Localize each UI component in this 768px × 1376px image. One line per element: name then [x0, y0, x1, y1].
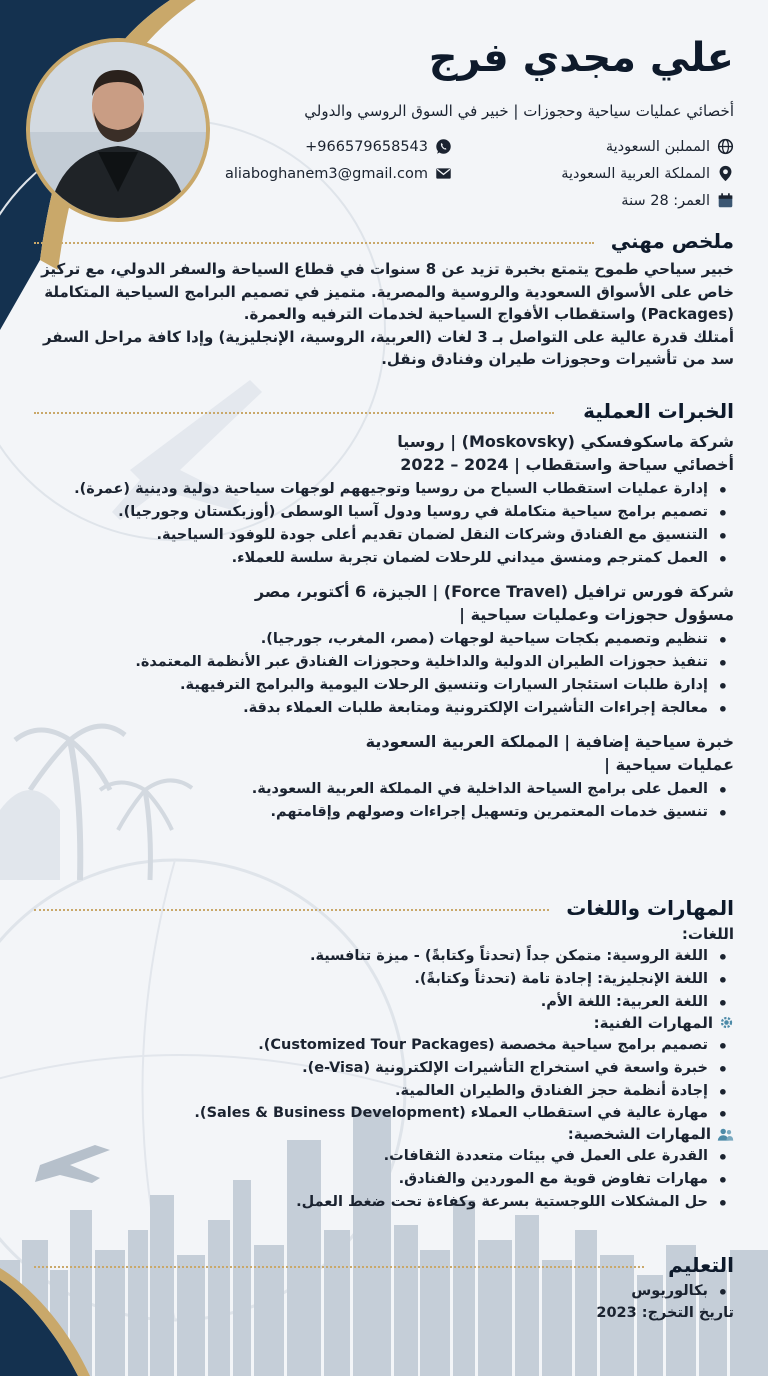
section-divider	[34, 242, 594, 244]
whatsapp-icon	[435, 138, 452, 155]
globe-icon	[717, 138, 734, 155]
list-item: • العمل كمترجم ومنسق ميداني للرحلات لضمان تجربة سلسة للعملاء.	[34, 547, 708, 570]
summary-paragraph-2: أمتلك قدرة عالية على التواصل بـ 3 لغات (العربية، الروسية، الإنجليزية) وإدا كافة مراحل السفر سد من تأشيرات وحجوزات طيران وفنادق ونقل.	[42, 327, 734, 368]
age: العمر: 28 سنة	[621, 192, 734, 209]
email[interactable]: aliaboghanem3@gmail.com	[225, 165, 452, 182]
list-item: • تنسيق خدمات المعتمرين وتسهيل إجراءات وصولهم وإقامتهم.	[34, 801, 708, 824]
list-item: • تنظيم وتصميم بكجات سياحية لوجهات (مصر، المغرب، جورجيا).	[34, 628, 708, 651]
list-item: • مهارات تفاوض قوية مع الموردين والفنادق.	[34, 1168, 708, 1191]
job-bullets	[34, 778, 734, 824]
gear-icon	[719, 1015, 734, 1030]
section-title-education: التعليم	[668, 1253, 734, 1277]
list-item: • القدرة على العمل في بيئات متعددة الثقافات.	[34, 1145, 708, 1168]
job-company: خبرة سياحية إضافية | المملكة العربية السعودية	[365, 732, 734, 751]
location-country: المملكة العربية السعودية	[561, 165, 734, 182]
section-title-summary: ملخص مهني	[610, 229, 734, 253]
list-item: • إجادة أنظمة حجز الفنادق والطيران العالمية.	[34, 1080, 708, 1103]
job-company: شركة ماسكوفسكي (Moskovsky) | روسيا	[397, 432, 734, 451]
experience-section	[34, 398, 734, 824]
people-icon	[717, 1127, 734, 1142]
list-item: • اللغة العربية: اللغة الأم.	[34, 991, 708, 1014]
location-city: المملبن السعودية	[606, 138, 734, 155]
professional-title: أخصائي عمليات سياحية وحجوزات | خبير في السوق الروسي والدولي	[304, 102, 734, 120]
job-bullets	[34, 478, 734, 570]
list-item: • خبرة واسعة في استخراج التأشيرات الإلكترونية (e-Visa).	[34, 1057, 708, 1080]
languages-list	[34, 945, 734, 1014]
mail-icon	[435, 165, 452, 182]
profile-photo	[26, 38, 210, 222]
list-item: • معالجة إجراءات التأشيرات الإلكترونية ومتابعة طلبات العملاء بدقة.	[34, 697, 708, 720]
languages-heading: اللغات:	[681, 925, 734, 943]
section-divider	[34, 1266, 644, 1268]
list-item: • تصميم برامج سياحية مخصصة (Customized Tour Packages).	[34, 1034, 708, 1057]
list-item: • العمل على برامج السياحة الداخلية في المملكة العربية السعودية.	[34, 778, 708, 801]
education-section	[34, 1252, 734, 1325]
list-item: • مهارة عالية في استقطاب العملاء (Sales & Business Development).	[34, 1102, 708, 1125]
list-item: • التنسيق مع الفنادق وشركات النقل لضمان تقديم أعلى جودة للوفود السياحية.	[34, 524, 708, 547]
job-company: شركة فورس ترافيل (Force Travel) | الجيزة، 6 أكتوبر، مصر	[254, 582, 734, 601]
list-item: • إدارة طلبات استئجار السيارات وتنسيق الرحلات اليومية والبرامج الترفيهية.	[34, 674, 708, 697]
graduation-date: تاريخ التخرج: 2023	[596, 1304, 734, 1321]
section-divider	[34, 412, 554, 414]
technical-skills-list	[34, 1034, 734, 1126]
education-list	[34, 1280, 734, 1303]
location-pin-icon	[717, 165, 734, 182]
skills-section	[34, 895, 734, 1214]
section-title-experience: الخبرات العملية	[583, 399, 734, 423]
summary-paragraph-1: خبير سياحي طموح يتمتع بخبرة تزيد عن 8 سنوات في قطاع السياحة والسفر الدولي، مع تركيز خاص على الأسواق السعودية والروسية والمصرية. متميز في تصميم البرامج السياحية المتكاملة (Packages) واستقطاب الأفواج السياحية لخدمات الترفيه والعمرة.	[41, 260, 734, 323]
calendar-icon	[717, 192, 734, 209]
job-entry	[34, 580, 734, 720]
job-role: عمليات سياحية |	[604, 755, 734, 775]
job-role: أخصائي سياحة واستقطاب | 2024 – 2022	[400, 455, 734, 475]
section-title-skills: المهارات واللغات	[566, 896, 734, 920]
list-item: • اللغة الإنجليزية: إجادة تامة (تحدثاً وكتابةً).	[34, 968, 708, 991]
list-item: • تصميم برامج سياحية متكاملة في روسيا ودول آسيا الوسطى (أوزبكستان وجورجيا).	[34, 501, 708, 524]
list-item: • اللغة الروسية: متمكن جداً (تحدثاً وكتابةً) - ميزة تنافسية.	[34, 945, 708, 968]
job-bullets	[34, 628, 734, 720]
section-divider	[34, 909, 549, 911]
summary-section	[34, 228, 734, 371]
technical-skills-heading: المهارات الفنية:	[34, 1014, 734, 1032]
list-item: • تنفيذ حجوزات الطيران الدولية والداخلية وحجوزات الفنادق عبر الأنظمة المعتمدة.	[34, 651, 708, 674]
phone[interactable]: +966579658543	[305, 138, 452, 155]
list-item: • حل المشكلات اللوجستية بسرعة وكفاءة تحت ضغط العمل.	[34, 1191, 708, 1214]
candidate-name: علي مجدي فرج	[428, 35, 734, 81]
job-role: مسؤول حجوزات وعمليات سياحية |	[459, 605, 734, 625]
degree: • بكالوريوس	[34, 1280, 708, 1303]
personal-skills-list	[34, 1145, 734, 1214]
list-item: • إدارة عمليات استقطاب السياح من روسيا وتوجيههم لوجهات سياحية دولية ودينية (عمرة).	[34, 478, 708, 501]
personal-skills-heading: المهارات الشخصية:	[34, 1125, 734, 1143]
job-entry	[34, 730, 734, 824]
job-entry	[34, 430, 734, 570]
